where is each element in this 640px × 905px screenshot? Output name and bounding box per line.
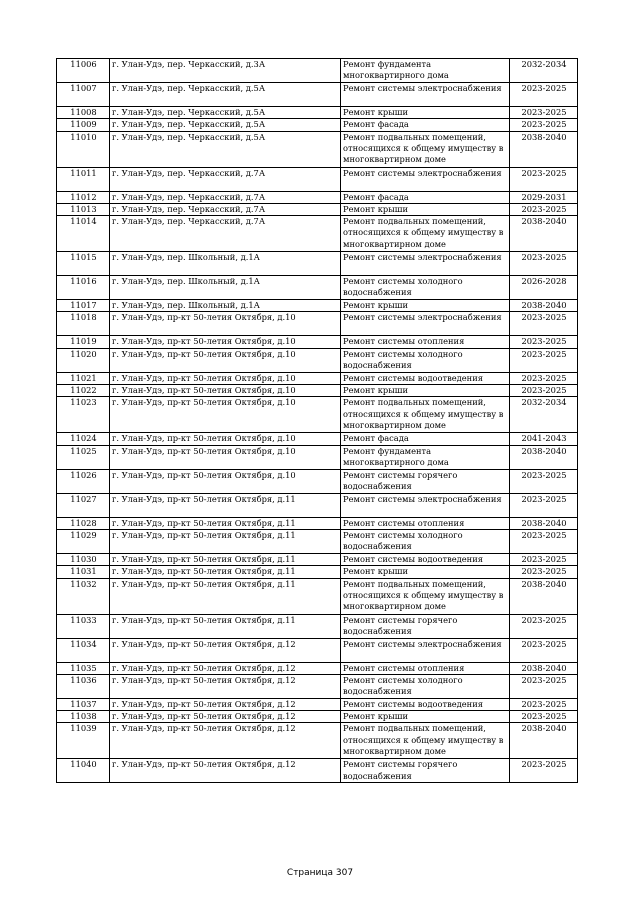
work-type-cell: Ремонт крыши [341,107,510,119]
period-cell: 2023-2025 [510,711,578,723]
table-row [57,469,578,493]
period-cell: 2023-2025 [510,614,578,638]
table-row [57,529,578,553]
table-row [57,759,578,783]
address-cell: г. Улан-Удэ, пр-кт 50-летия Октября, д.10 [110,385,341,397]
work-type-cell: Ремонт системы отопления [341,662,510,674]
address-cell: г. Улан-Удэ, пр-кт 50-летия Октября, д.12 [110,674,341,698]
table-row [57,517,578,529]
period-cell: 2023-2025 [510,83,578,107]
table-row [57,614,578,638]
table-row [57,336,578,348]
address-cell: г. Улан-Удэ, пер. Черкасский, д.7А [110,191,341,203]
row-id-cell: 11007 [57,83,110,107]
period-cell: 2023-2025 [510,674,578,698]
period-cell: 2023-2025 [510,566,578,578]
period-cell: 2041-2043 [510,433,578,445]
address-cell: г. Улан-Удэ, пр-кт 50-летия Октября, д.10 [110,469,341,493]
table-row [57,662,578,674]
table-row [57,216,578,252]
address-cell: г. Улан-Удэ, пр-кт 50-летия Октября, д.12 [110,711,341,723]
work-type-cell: Ремонт фасада [341,119,510,131]
row-id-cell: 11009 [57,119,110,131]
address-cell: г. Улан-Удэ, пр-кт 50-летия Октября, д.12 [110,759,341,783]
table-row [57,385,578,397]
period-cell: 2029-2031 [510,191,578,203]
row-id-cell: 11011 [57,167,110,191]
row-id-cell: 11026 [57,469,110,493]
row-id-cell: 11027 [57,493,110,517]
period-cell: 2023-2025 [510,336,578,348]
address-cell: г. Улан-Удэ, пр-кт 50-летия Октября, д.11 [110,614,341,638]
work-type-cell: Ремонт системы холодного водоснабжения [341,529,510,553]
address-cell: г. Улан-Удэ, пр-кт 50-летия Октября, д.12 [110,698,341,710]
period-cell: 2038-2040 [510,445,578,469]
work-type-cell: Ремонт системы горячего водоснабжения [341,614,510,638]
table-row [57,433,578,445]
table-row [57,203,578,215]
work-type-cell: Ремонт системы отопления [341,336,510,348]
row-id-cell: 11019 [57,336,110,348]
table-row [57,83,578,107]
address-cell: г. Улан-Удэ, пр-кт 50-летия Октября, д.10 [110,348,341,372]
work-type-cell: Ремонт фасада [341,433,510,445]
table-row [57,638,578,662]
address-cell: г. Улан-Удэ, пер. Черкасский, д.5А [110,131,341,167]
row-id-cell: 11025 [57,445,110,469]
row-id-cell: 11018 [57,312,110,336]
work-type-cell: Ремонт системы электроснабжения [341,312,510,336]
repair-schedule-table [56,58,578,783]
period-cell: 2023-2025 [510,252,578,276]
table-row [57,119,578,131]
table-row [57,312,578,336]
table-row [57,553,578,565]
row-id-cell: 11008 [57,107,110,119]
row-id-cell: 11029 [57,529,110,553]
table-row [57,191,578,203]
address-cell: г. Улан-Удэ, пр-кт 50-летия Октября, д.10 [110,372,341,384]
row-id-cell: 11028 [57,517,110,529]
table-row [57,300,578,312]
work-type-cell: Ремонт системы холодного водоснабжения [341,276,510,300]
table-row [57,372,578,384]
period-cell: 2023-2025 [510,372,578,384]
period-cell: 2023-2025 [510,698,578,710]
period-cell: 2023-2025 [510,493,578,517]
period-cell: 2023-2025 [510,107,578,119]
row-id-cell: 11014 [57,216,110,252]
table-row [57,59,578,83]
row-id-cell: 11022 [57,385,110,397]
period-cell: 2038-2040 [510,662,578,674]
period-cell: 2023-2025 [510,553,578,565]
address-cell: г. Улан-Удэ, пер. Черкасский, д.5А [110,107,341,119]
address-cell: г. Улан-Удэ, пр-кт 50-летия Октября, д.10 [110,445,341,469]
work-type-cell: Ремонт подвальных помещений, относящихся к общему имуществу в многоквартирном доме [341,216,510,252]
period-cell: 2023-2025 [510,759,578,783]
address-cell: г. Улан-Удэ, пер. Черкасский, д.5А [110,83,341,107]
table-row [57,397,578,433]
period-cell: 2023-2025 [510,529,578,553]
row-id-cell: 11035 [57,662,110,674]
address-cell: г. Улан-Удэ, пр-кт 50-летия Октября, д.11 [110,517,341,529]
work-type-cell: Ремонт фасада [341,191,510,203]
work-type-cell: Ремонт подвальных помещений, относящихся к общему имуществу в многоквартирном доме [341,578,510,614]
period-cell: 2038-2040 [510,300,578,312]
table-row [57,276,578,300]
row-id-cell: 11017 [57,300,110,312]
work-type-cell: Ремонт системы отопления [341,517,510,529]
address-cell: г. Улан-Удэ, пр-кт 50-летия Октября, д.10 [110,397,341,433]
row-id-cell: 11006 [57,59,110,83]
work-type-cell: Ремонт крыши [341,300,510,312]
row-id-cell: 11031 [57,566,110,578]
table-row [57,252,578,276]
row-id-cell: 11015 [57,252,110,276]
address-cell: г. Улан-Удэ, пер. Черкасский, д.7А [110,216,341,252]
address-cell: г. Улан-Удэ, пр-кт 50-летия Октября, д.12 [110,662,341,674]
address-cell: г. Улан-Удэ, пер. Школьный, д.1А [110,252,341,276]
period-cell: 2023-2025 [510,638,578,662]
row-id-cell: 11036 [57,674,110,698]
address-cell: г. Улан-Удэ, пер. Школьный, д.1А [110,276,341,300]
period-cell: 2023-2025 [510,203,578,215]
address-cell: г. Улан-Удэ, пер. Школьный, д.1А [110,300,341,312]
row-id-cell: 11030 [57,553,110,565]
work-type-cell: Ремонт фундамента многоквартирного дома [341,445,510,469]
work-type-cell: Ремонт подвальных помещений, относящихся к общему имуществу в многоквартирном доме [341,131,510,167]
work-type-cell: Ремонт системы водоотведения [341,698,510,710]
work-type-cell: Ремонт крыши [341,711,510,723]
period-cell: 2038-2040 [510,216,578,252]
work-type-cell: Ремонт системы электроснабжения [341,493,510,517]
period-cell: 2023-2025 [510,385,578,397]
address-cell: г. Улан-Удэ, пр-кт 50-летия Октября, д.10 [110,312,341,336]
address-cell: г. Улан-Удэ, пр-кт 50-летия Октября, д.11 [110,566,341,578]
row-id-cell: 11038 [57,711,110,723]
row-id-cell: 11024 [57,433,110,445]
row-id-cell: 11040 [57,759,110,783]
table-row [57,348,578,372]
work-type-cell: Ремонт системы электроснабжения [341,252,510,276]
row-id-cell: 11010 [57,131,110,167]
address-cell: г. Улан-Удэ, пр-кт 50-летия Октября, д.11 [110,578,341,614]
row-id-cell: 11021 [57,372,110,384]
row-id-cell: 11033 [57,614,110,638]
page-number: Страница 307 [286,868,354,878]
work-type-cell: Ремонт подвальных помещений, относящихся к общему имуществу в многоквартирном доме [341,397,510,433]
period-cell: 2038-2040 [510,723,578,759]
address-cell: г. Улан-Удэ, пер. Черкасский, д.3А [110,59,341,83]
work-type-cell: Ремонт крыши [341,566,510,578]
table-body [57,59,578,783]
table-row [57,566,578,578]
period-cell: 2023-2025 [510,469,578,493]
address-cell: г. Улан-Удэ, пер. Черкасский, д.7А [110,203,341,215]
work-type-cell: Ремонт системы электроснабжения [341,638,510,662]
address-cell: г. Улан-Удэ, пр-кт 50-летия Октября, д.10 [110,336,341,348]
work-type-cell: Ремонт системы водоотведения [341,553,510,565]
table-row [57,107,578,119]
work-type-cell: Ремонт системы водоотведения [341,372,510,384]
work-type-cell: Ремонт системы электроснабжения [341,167,510,191]
address-cell: г. Улан-Удэ, пер. Черкасский, д.7А [110,167,341,191]
address-cell: г. Улан-Удэ, пр-кт 50-летия Октября, д.11 [110,553,341,565]
row-id-cell: 11013 [57,203,110,215]
row-id-cell: 11016 [57,276,110,300]
row-id-cell: 11037 [57,698,110,710]
table-row [57,167,578,191]
work-type-cell: Ремонт крыши [341,385,510,397]
table-row [57,578,578,614]
period-cell: 2038-2040 [510,131,578,167]
work-type-cell: Ремонт системы холодного водоснабжения [341,348,510,372]
address-cell: г. Улан-Удэ, пр-кт 50-летия Октября, д.11 [110,493,341,517]
address-cell: г. Улан-Удэ, пр-кт 50-летия Октября, д.12 [110,638,341,662]
address-cell: г. Улан-Удэ, пр-кт 50-летия Октября, д.10 [110,433,341,445]
address-cell: г. Улан-Удэ, пер. Черкасский, д.5А [110,119,341,131]
row-id-cell: 11023 [57,397,110,433]
period-cell: 2038-2040 [510,517,578,529]
row-id-cell: 11012 [57,191,110,203]
period-cell: 2023-2025 [510,167,578,191]
work-type-cell: Ремонт системы горячего водоснабжения [341,759,510,783]
address-cell: г. Улан-Удэ, пр-кт 50-летия Октября, д.12 [110,723,341,759]
row-id-cell: 11032 [57,578,110,614]
row-id-cell: 11020 [57,348,110,372]
work-type-cell: Ремонт системы холодного водоснабжения [341,674,510,698]
work-type-cell: Ремонт подвальных помещений, относящихся к общему имуществу в многоквартирном доме [341,723,510,759]
address-cell: г. Улан-Удэ, пр-кт 50-летия Октября, д.11 [110,529,341,553]
table-row [57,445,578,469]
row-id-cell: 11039 [57,723,110,759]
period-cell: 2032-2034 [510,59,578,83]
table-row [57,711,578,723]
work-type-cell: Ремонт фундамента многоквартирного дома [341,59,510,83]
work-type-cell: Ремонт крыши [341,203,510,215]
row-id-cell: 11034 [57,638,110,662]
work-type-cell: Ремонт системы электроснабжения [341,83,510,107]
period-cell: 2023-2025 [510,348,578,372]
table-row [57,698,578,710]
period-cell: 2026-2028 [510,276,578,300]
period-cell: 2023-2025 [510,119,578,131]
table-row [57,131,578,167]
work-type-cell: Ремонт системы горячего водоснабжения [341,469,510,493]
period-cell: 2038-2040 [510,578,578,614]
period-cell: 2032-2034 [510,397,578,433]
table-row [57,493,578,517]
table-row [57,674,578,698]
table-row [57,723,578,759]
period-cell: 2023-2025 [510,312,578,336]
